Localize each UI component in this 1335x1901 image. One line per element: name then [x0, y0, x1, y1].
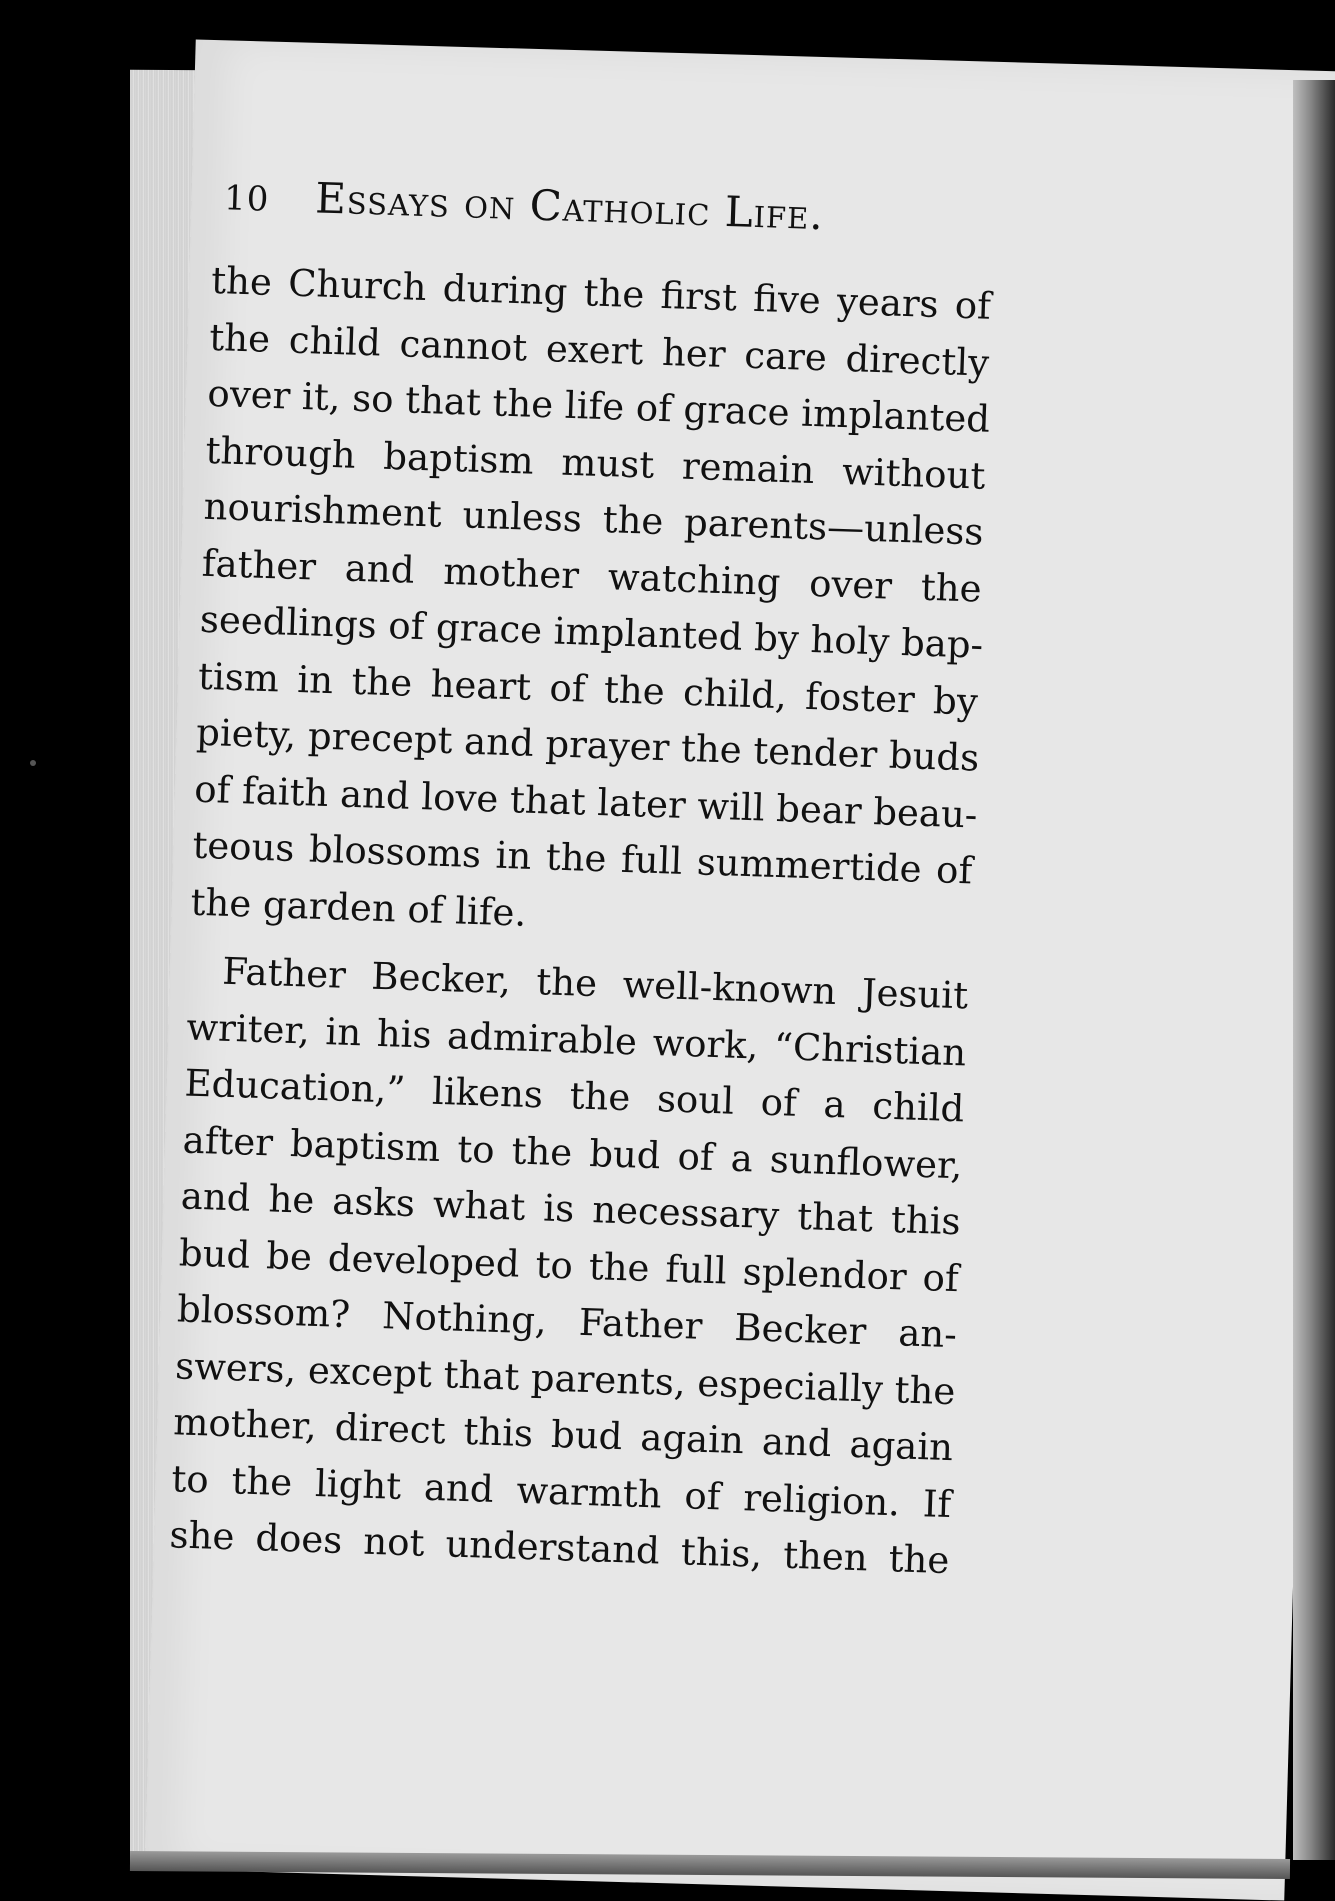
- text-line: to the light and warmth of religion. If: [170, 1456, 952, 1526]
- text-line: after baptism to the bud of a sunflower,: [182, 1117, 964, 1187]
- text-line: and he asks what is necessary that this: [180, 1174, 962, 1244]
- text-line: mother, direct this bud again and again: [172, 1400, 954, 1470]
- text-line: swers, except that parents, especially the: [174, 1343, 957, 1413]
- page-text: [169, 170, 995, 1590]
- text-line: Education,” likens the soul of a child: [183, 1061, 965, 1131]
- running-head-title: Essays on Catholic Life.: [314, 173, 825, 240]
- text-line: seedlings of grace implanted by holy bap-: [199, 597, 984, 667]
- text-line: teous blossoms in the full summertide of: [191, 823, 973, 893]
- text-line: blossom? Nothing, Father Becker an-: [176, 1287, 958, 1357]
- text-line: through baptism must remain without: [205, 428, 987, 498]
- text-line: the garden of life.: [190, 880, 527, 935]
- text-line: writer, in his admirable work, “Christian: [185, 1005, 967, 1074]
- paragraph-2: [169, 943, 969, 1590]
- text-line: piety, precept and prayer the tender buds: [195, 710, 980, 780]
- book-spine-shadow: [1293, 80, 1335, 1860]
- text-line: the Church during the first five years of: [210, 258, 992, 328]
- text-line: the child cannot exert her care directly: [208, 315, 990, 385]
- text-line: of faith and love that later will bear beau-: [193, 767, 979, 837]
- page-number: 10: [223, 178, 270, 220]
- text-line: bud be developed to the full splendor of: [178, 1230, 960, 1300]
- scan-speck: [30, 760, 36, 766]
- text-line: over it, so that the life of grace implanted: [206, 371, 991, 441]
- text-line: nourishment unless the parents—unless: [203, 484, 985, 554]
- paragraph-1: [190, 253, 992, 956]
- text-line: father and mother watching over the: [201, 541, 983, 611]
- text-line: she does not understand this, then the: [169, 1513, 951, 1583]
- text-line: Father Becker, the well-known Jesuit: [221, 949, 969, 1018]
- text-line: tism in the heart of the child, foster by: [197, 654, 979, 724]
